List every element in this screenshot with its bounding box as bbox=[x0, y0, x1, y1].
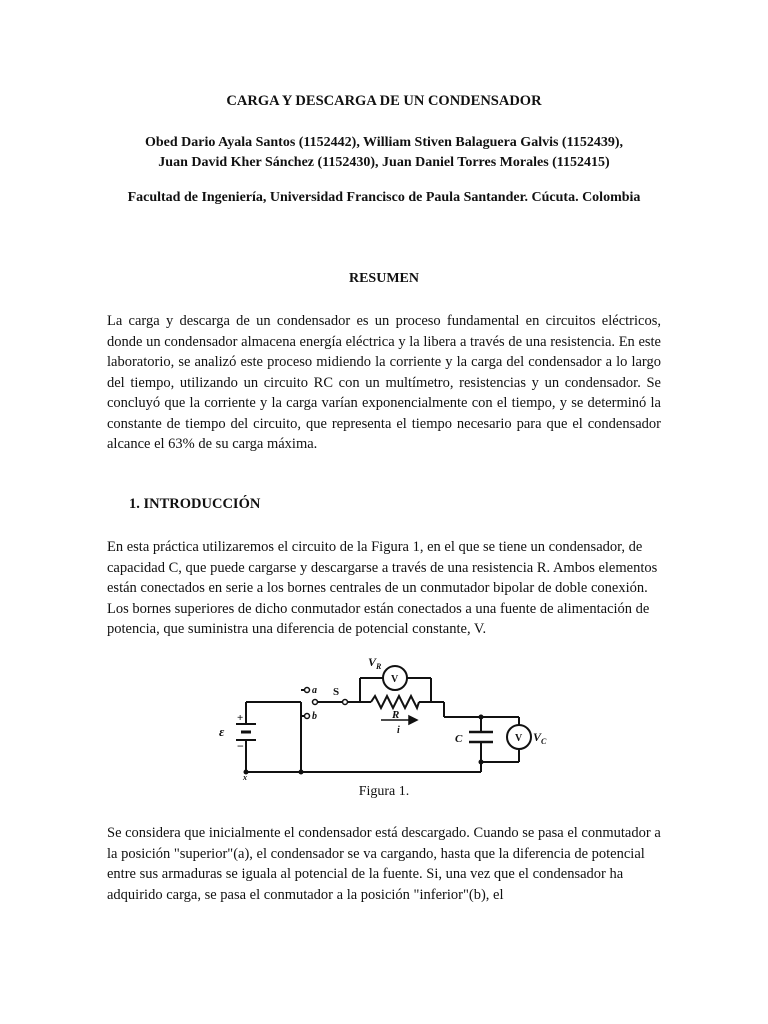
label-v-vr: V bbox=[391, 674, 399, 685]
circuit-diagram-figure bbox=[219, 652, 555, 780]
author-list bbox=[0, 133, 768, 173]
label-c: C bbox=[455, 733, 463, 745]
paper-title: CARGA Y DESCARGA DE UN CONDENSADOR bbox=[226, 93, 542, 109]
label-s: S bbox=[333, 686, 340, 698]
label-vr: $V_R$ bbox=[368, 655, 382, 671]
abstract-text: La carga y descarga de un condensador es un proceso fundamental en circuitos eléctricos, donde un condensador almacena energía eléctrica y la libera a través de una resistencia. En este laboratorio, se analizó este proceso midiendo la corriente y la carga del condensador a lo largo del tiempo, utilizando un circuito RC con un multímetro, resistencias y un condensador. Se concluyó que la corriente y la carga varían exponencialmente con el tiempo, y se determinó la constante de tiempo del circuito, que representa el tiempo necesario para que el condensador alcance el 63% de su carga máxima. bbox=[107, 313, 661, 452]
label-x: x bbox=[243, 773, 247, 780]
capacitor-symbol bbox=[469, 732, 493, 742]
label-vc: $V_C$ bbox=[533, 730, 547, 746]
label-a: a bbox=[312, 685, 317, 696]
battery-symbol bbox=[236, 724, 256, 740]
intro-paragraph-2: Se considera que inicialmente el condensador está descargado. Cuando se pasa el conmutador a la posición "superior"(a), el condensador se va cargando, hasta que la diferencia de potencial entre sus armaduras se iguala al potencial de la fuente. Si, una vez que el condensador ha adquirido carga, se pasa el conmutador a la posición "inferior"(b), el bbox=[107, 825, 661, 903]
label-b: b bbox=[312, 711, 317, 722]
affiliation: Facultad de Ingeniería, Universidad Francisco de Paula Santander. Cúcuta. Colombia bbox=[127, 190, 641, 205]
circuit-wires bbox=[246, 678, 519, 772]
authors-line-1: Obed Dario Ayala Santos (1152442), William Stiven Balaguera Galvis (1152439), bbox=[145, 135, 623, 150]
section-heading-introduccion: 1. INTRODUCCIÓN bbox=[129, 496, 261, 512]
label-i: i bbox=[397, 725, 400, 736]
authors-line-2: Juan David Kher Sánchez (1152430), Juan Daniel Torres Morales (1152415) bbox=[158, 155, 610, 170]
label-r: R bbox=[392, 709, 400, 721]
junction-dots bbox=[244, 715, 484, 775]
resistor-symbol bbox=[371, 696, 419, 708]
intro-paragraph-1: En esta práctica utilizaremos el circuito de la Figura 1, en el que se tiene un condensador, de capacidad C, que puede cargarse y descargarse a través de una resistencia R. Ambos elementos están conectados en serie a los bornes centrales de un conmutador bipolar de doble conexión. Los bornes superiores de dicho conmutador están conectados a una fuente de alimentación de potencia, que suministra una diferencia de potencial constante, V. bbox=[107, 539, 658, 637]
label-plus: + bbox=[237, 712, 244, 724]
label-v-vc: V bbox=[515, 733, 523, 744]
figure-caption: Figura 1. bbox=[358, 784, 410, 799]
abstract-heading: RESUMEN bbox=[348, 271, 419, 286]
label-minus: − bbox=[237, 739, 244, 753]
label-eps: ε bbox=[219, 724, 225, 739]
